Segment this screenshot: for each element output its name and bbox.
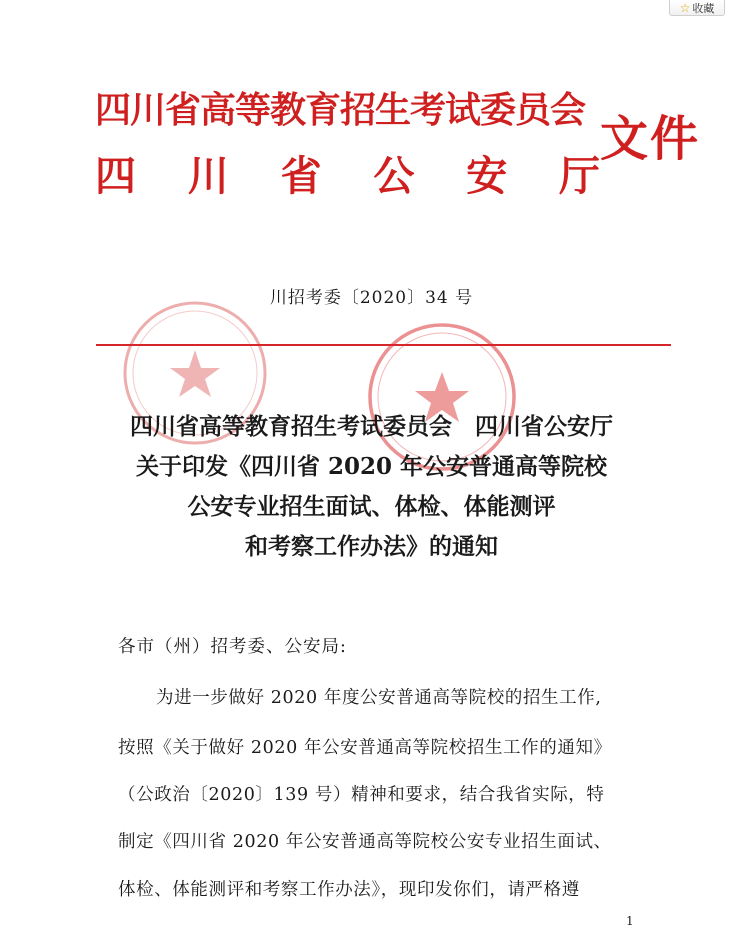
body-line: 为进一步做好 2020 年度公安普通高等院校的招生工作, xyxy=(156,688,602,708)
letterhead-divider xyxy=(96,344,671,346)
salutation: 各市（州）招考委、公安局: xyxy=(118,637,347,657)
letterhead-line-1: 四川省高等教育招生考试委员会 xyxy=(95,90,586,131)
body-line: 按照《关于做好 2020 年公安普通高等院校招生工作的通知》 xyxy=(118,738,612,758)
page-number: 1 xyxy=(626,914,634,928)
favorite-label: 收藏 xyxy=(692,1,715,15)
title-line: 公安专业招生面试、体检、体能测评 xyxy=(187,493,556,520)
title-line: 关于印发《四川省 2020 年公安普通高等院校 xyxy=(135,453,608,480)
body-line: 体检、体能测评和考察工作办法》，现印发你们，请严格遵 xyxy=(118,880,580,900)
document-number: 川招考委〔2020〕34 号 xyxy=(269,288,474,308)
title-line: 和考察工作办法》的通知 xyxy=(245,533,498,560)
letterhead-char: 省 xyxy=(280,152,322,200)
letterhead-char: 安 xyxy=(466,152,508,200)
notice-title xyxy=(0,407,743,567)
favorite-button[interactable] xyxy=(669,0,725,16)
letterhead-document-label: 文件 xyxy=(600,111,701,167)
letterhead-char: 川 xyxy=(187,152,229,200)
body-line: 制定《四川省 2020 年公安普通高等院校公安专业招生面试、 xyxy=(118,832,612,852)
body-line: （公政治〔2020〕139 号）精神和要求，结合我省实际，特 xyxy=(118,785,605,805)
letterhead-char: 公 xyxy=(373,152,415,200)
letterhead-line-2 xyxy=(95,143,600,202)
title-line: 四川省高等教育招生考试委员会 四川省公安厅 xyxy=(130,413,613,440)
letterhead-char: 厅 xyxy=(558,152,600,200)
letterhead-char: 四 xyxy=(95,152,136,200)
star-icon: ☆ xyxy=(679,0,691,15)
